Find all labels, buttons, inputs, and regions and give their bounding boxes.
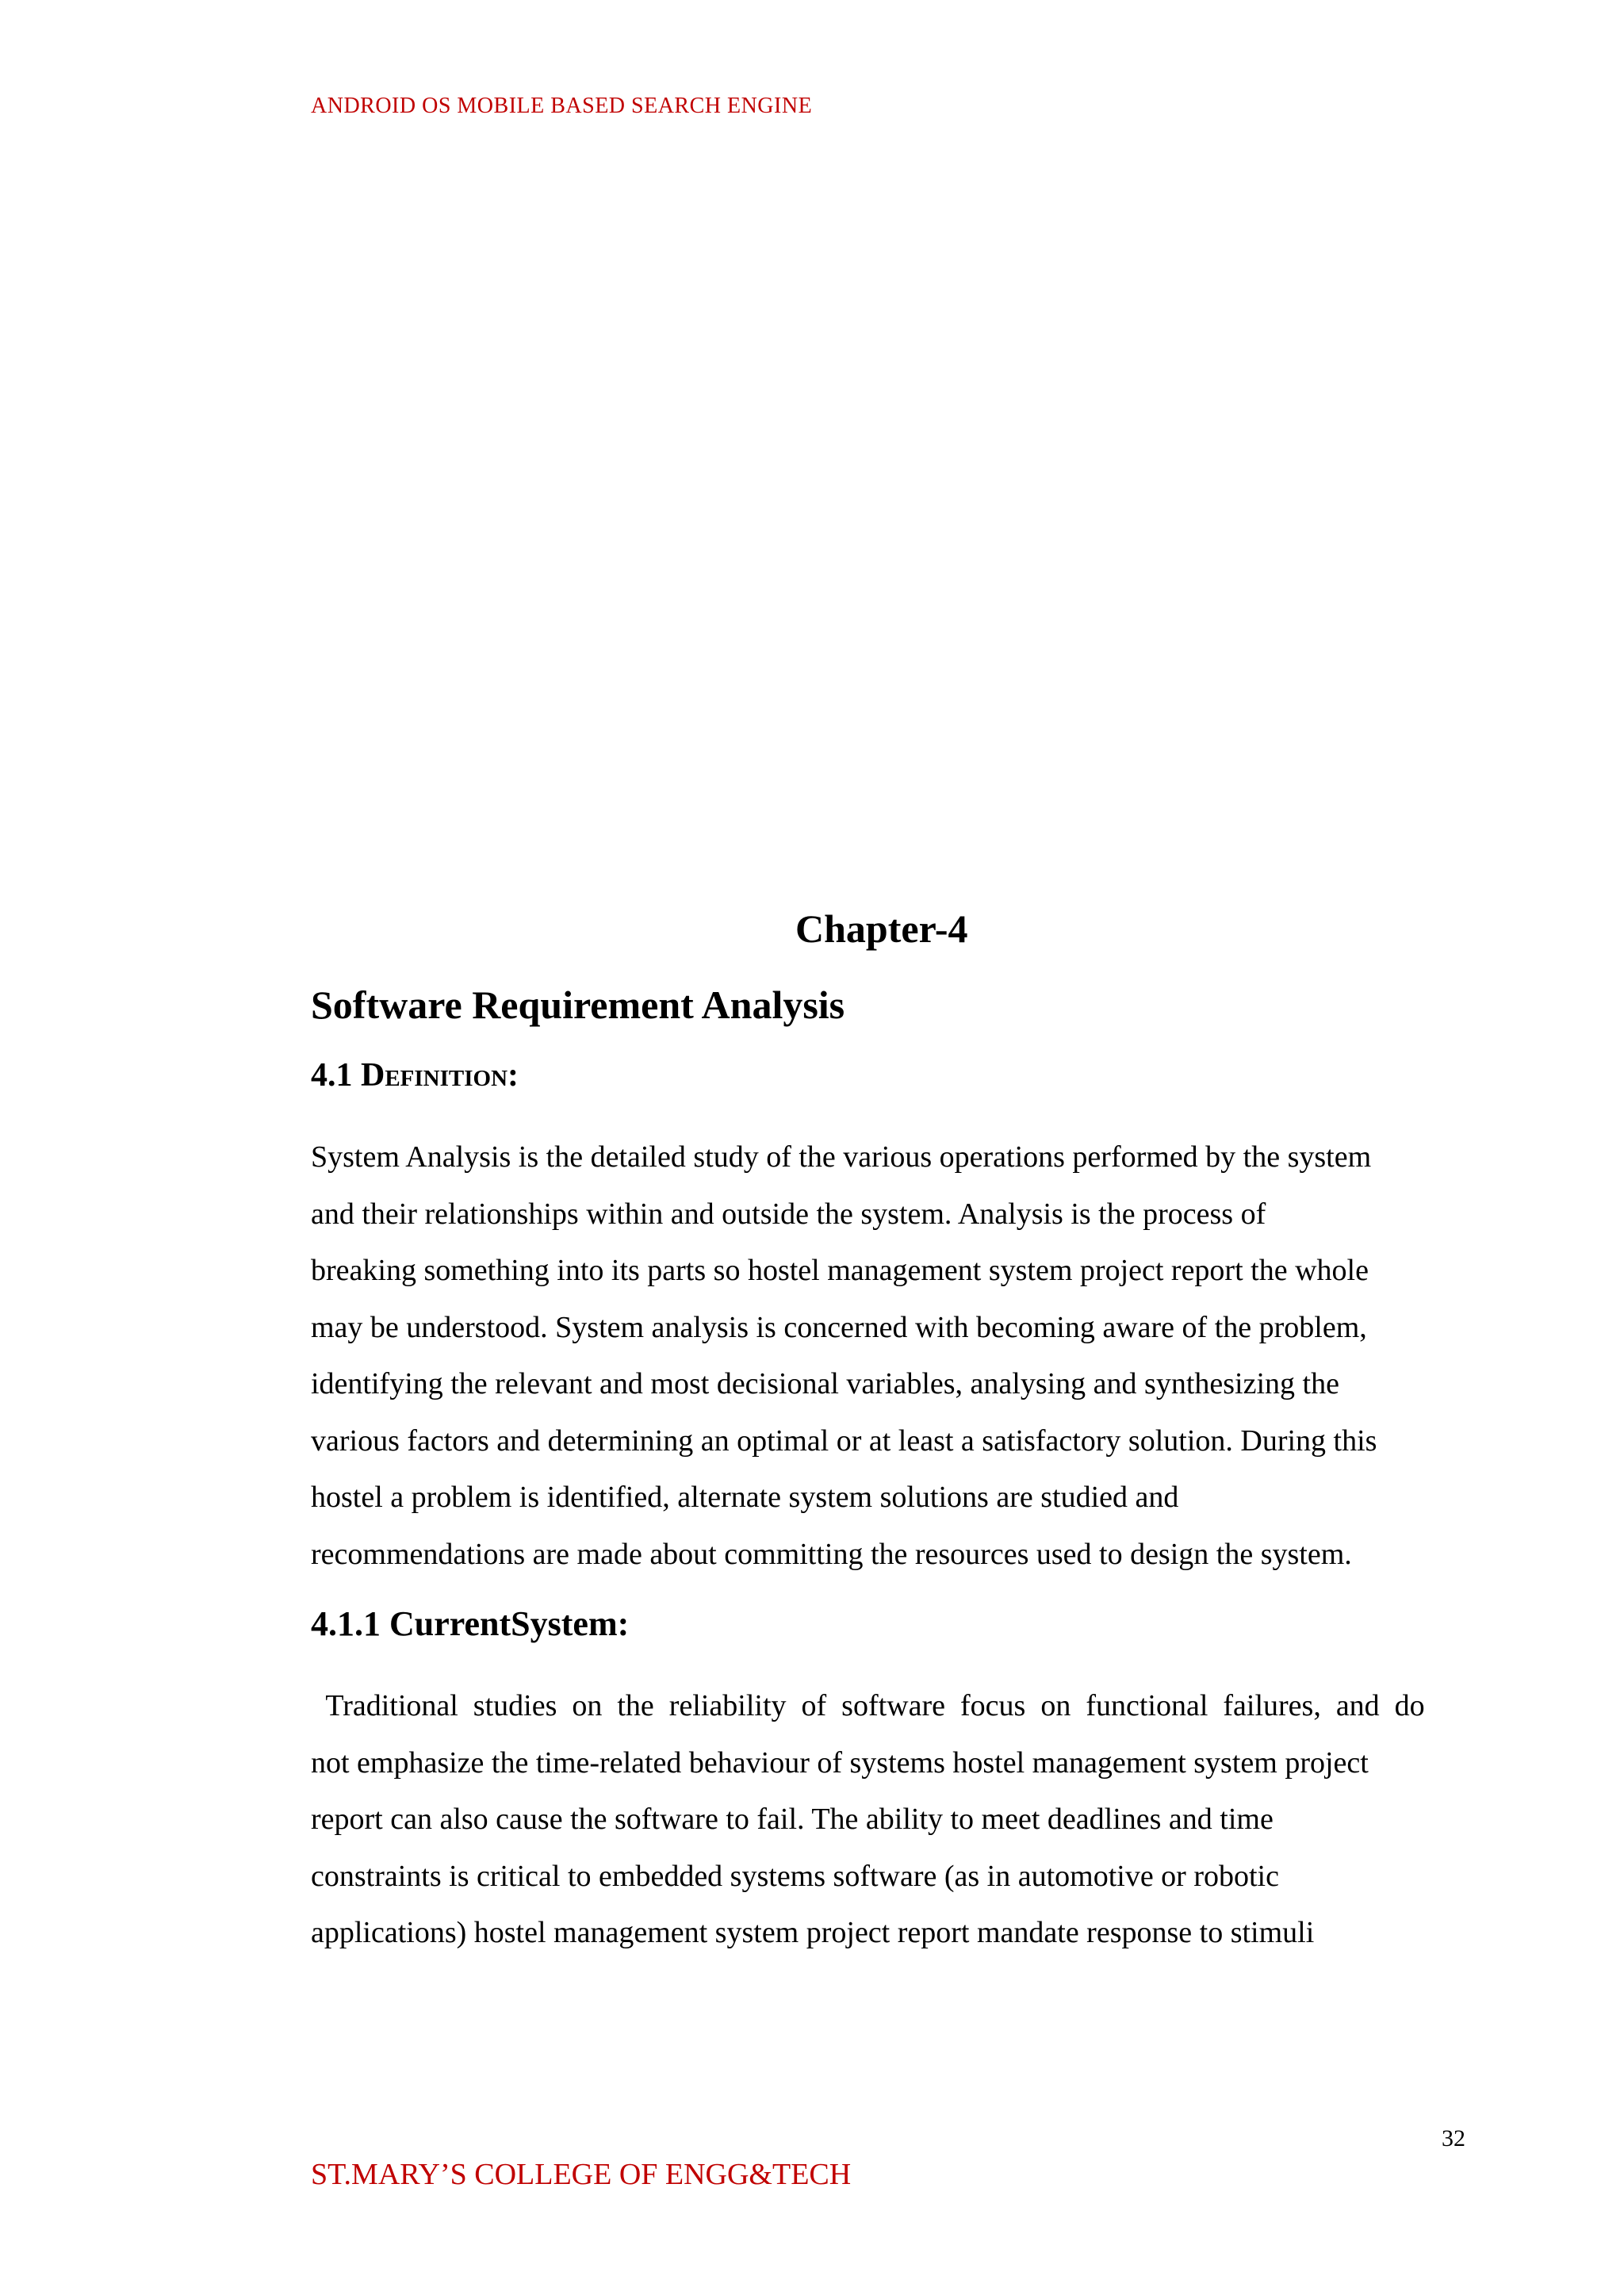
running-footer: ST.MARY’S COLLEGE OF ENGG&TECH — [311, 2158, 852, 2191]
subsection-label: Definition — [361, 1057, 508, 1094]
paragraph-line: System Analysis is the detailed study of the various operations performed by the system — [311, 1140, 1372, 1174]
current-system-paragraph — [311, 1678, 1469, 1962]
subsection-heading-definition — [311, 1056, 519, 1094]
page-number: 32 — [1442, 2125, 1465, 2151]
paragraph-line: hostel a problem is identified, alternate system solutions are studied and — [311, 1481, 1179, 1514]
paragraph-line: report can also cause the software to fail. The ability to meet deadlines and time — [311, 1803, 1274, 1836]
paragraph-line: constraints is critical to embedded systems software (as in automotive or robotic — [311, 1859, 1279, 1893]
paragraph-line: applications) hostel management system project report mandate response to stimuli — [311, 1916, 1315, 1949]
paragraph-line: breaking something into its parts so hostel management system project report the whole — [311, 1254, 1369, 1287]
paragraph-line: not emphasize the time-related behaviour of systems hostel management system project — [311, 1745, 1369, 1780]
section-title: Software Requirement Analysis — [311, 983, 845, 1027]
paragraph-line: Traditional studies on the reliability of software focus on functional failures, and do — [311, 1689, 1425, 1722]
paragraph-line: and their relationships within and outside the system. Analysis is the process of — [311, 1197, 1266, 1231]
subsection-heading-current-system: 4.1.1 CurrentSystem: — [311, 1604, 630, 1643]
subsection-colon: : — [508, 1057, 519, 1094]
definition-paragraph — [311, 1129, 1469, 1583]
paragraph-line: may be understood. System analysis is concerned with becoming aware of the problem, — [311, 1310, 1367, 1344]
paragraph-line: identifying the relevant and most decisional variables, analysing and synthesizing the — [311, 1367, 1339, 1400]
paragraph-line: recommendations are made about committing the resources used to design the system. — [311, 1537, 1352, 1571]
chapter-title: Chapter-4 — [795, 906, 968, 951]
running-header: ANDROID OS MOBILE BASED SEARCH ENGINE — [311, 94, 813, 118]
subsection-number: 4.1 — [311, 1057, 353, 1094]
paragraph-line: various factors and determining an optimal or at least a satisfactory solution. During this — [311, 1423, 1377, 1458]
